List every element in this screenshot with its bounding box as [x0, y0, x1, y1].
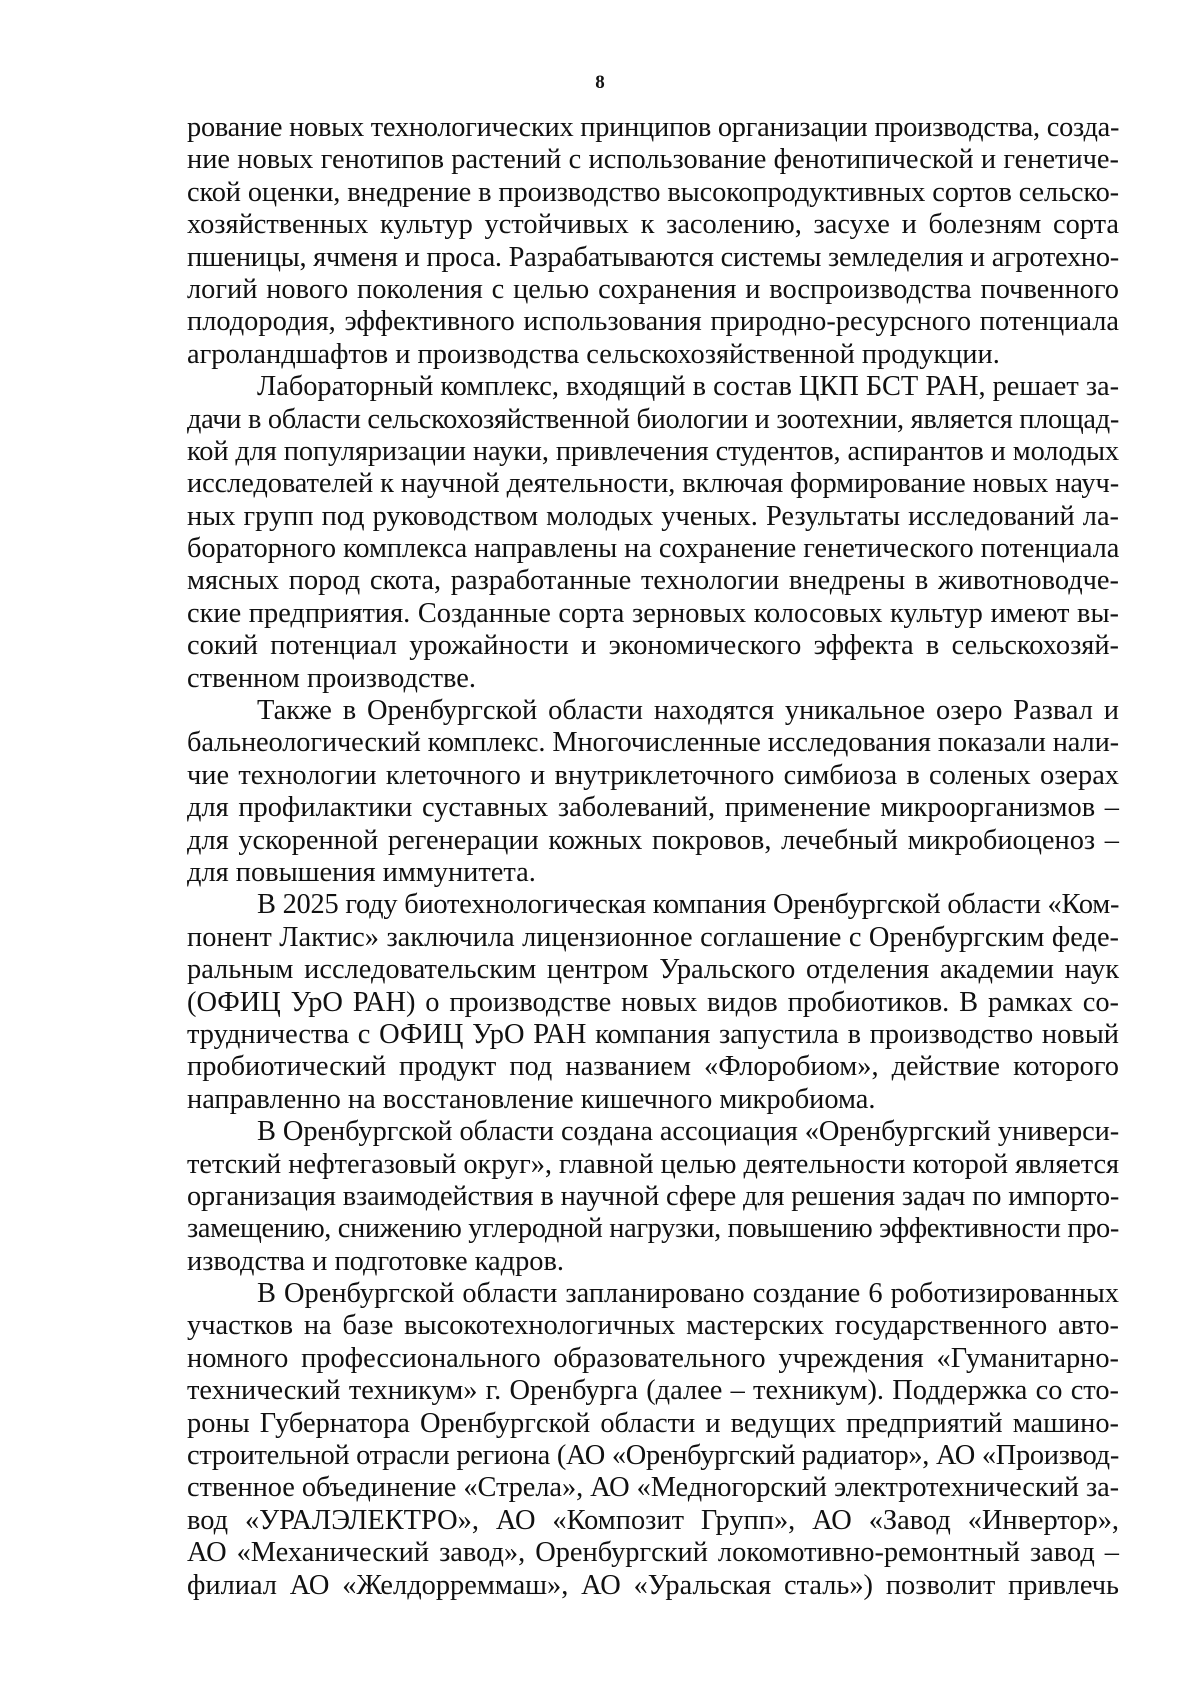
paragraph: [187, 1278, 1119, 1602]
text-line: ственное объединение «Стрела», АО «Медногорский электротехнический за-: [187, 1472, 1119, 1504]
text-line: чие технологии клеточного и внутриклеточного симбиоза в соленых озерах: [187, 759, 1119, 791]
text-line: Также в Оренбургской области находятся уникальное озеро Развал и: [257, 695, 1119, 727]
text-line: В 2025 году биотехнологическая компания Оренбургской области «Ком-: [257, 889, 1120, 921]
text-line: мясных пород скота, разработанные технологии внедрены в животноводче-: [187, 565, 1119, 597]
text-line: ские предприятия. Созданные сорта зерновых колосовых культур имеют вы-: [187, 597, 1119, 629]
text-line: для ускоренной регенерации кожных покровов, лечебный микробиоценоз –: [187, 824, 1119, 856]
text-line: ных групп под руководством молодых ученых. Результаты исследований ла-: [187, 500, 1119, 532]
text-line: для профилактики суставных заболеваний, применение микроорганизмов –: [187, 792, 1119, 824]
text-line: кой для популяризации науки, привлечения студентов, аспирантов и молодых: [187, 435, 1119, 467]
text-line: рование новых технологических принципов организации производства, созда-: [187, 112, 1120, 143]
text-line: понент Лактис» заключила лицензионное соглашение с Оренбургским феде-: [187, 921, 1119, 953]
text-line: бальнеологический комплекс. Многочисленные исследования показали нали-: [187, 727, 1119, 759]
text-line: агроландшафтов и производства сельскохозяйственной продукции.: [187, 338, 1000, 370]
text-line: дачи в области сельскохозяйственной биологии и зоотехнии, является площад-: [187, 403, 1119, 435]
paragraph: [187, 1116, 1119, 1278]
document-body: [187, 112, 1119, 1602]
text-line: трудничества с ОФИЦ УрО РАН компания запустила в производство новый: [187, 1018, 1119, 1050]
text-line: сокий потенциал урожайности и экономического эффекта в сельскохозяй-: [187, 630, 1119, 662]
paragraph: [187, 112, 1119, 371]
text-line: для повышения иммунитета.: [187, 856, 536, 888]
text-line: роны Губернатора Оренбургской области и ведущих предприятий машино-: [187, 1407, 1119, 1439]
text-line: логий нового поколения с целью сохранения и воспроизводства почвенного: [187, 273, 1119, 305]
text-line: (ОФИЦ УрО РАН) о производстве новых видов пробиотиков. В рамках со-: [187, 986, 1119, 1018]
text-line: изводства и подготовке кадров.: [187, 1245, 564, 1277]
page-number: 8: [595, 72, 605, 93]
text-line: исследователей к научной деятельности, включая формирование новых науч-: [187, 468, 1120, 500]
text-line: В Оренбургской области создана ассоциация «Оренбургский универси-: [257, 1116, 1120, 1148]
text-line: филиал АО «Желдорреммаш», АО «Уральская сталь») позволит привлечь: [187, 1569, 1119, 1601]
text-line: ственном производстве.: [187, 662, 476, 694]
text-line: направленно на восстановление кишечного микробиома.: [187, 1083, 876, 1115]
text-line: ральным исследовательским центром Уральского отделения академии наук: [187, 954, 1119, 986]
text-line: пшеницы, ячменя и проса. Разрабатываются системы земледелия и агротехно-: [187, 241, 1119, 273]
text-line: ской оценки, внедрение в производство высокопродуктивных сортов сельско-: [187, 176, 1119, 208]
text-line: номного профессионального образовательного учреждения «Гуманитарно-: [187, 1342, 1119, 1374]
text-line: участков на базе высокотехнологичных мастерских государственного авто-: [187, 1310, 1119, 1342]
text-line: вод «УРАЛЭЛЕКТРО», АО «Композит Групп», АО «Завод «Инвертор»,: [187, 1504, 1119, 1536]
text-line: замещению, снижению углеродной нагрузки, повышению эффективности про-: [187, 1213, 1120, 1245]
text-line: плодородия, эффективного использования природно-ресурсного потенциала: [187, 306, 1119, 338]
paragraph: [187, 889, 1119, 1116]
text-line: организация взаимодействия в научной сфере для решения задач по импорто-: [187, 1180, 1120, 1212]
text-line: хозяйственных культур устойчивых к засолению, засухе и болезням сорта: [187, 209, 1119, 241]
text-line: строительной отрасли региона (АО «Оренбургский радиатор», АО «Производ-: [187, 1440, 1119, 1472]
text-line: бораторного комплекса направлены на сохранение генетического потенциала: [187, 533, 1120, 565]
text-line: пробиотический продукт под названием «Флоробиом», действие которого: [187, 1051, 1119, 1083]
text-line: тетский нефтегазовый округ», главной целью деятельности которой является: [187, 1148, 1119, 1180]
paragraph: [187, 695, 1119, 889]
paragraph: [187, 371, 1119, 695]
text-line: АО «Механический завод», Оренбургский локомотивно-ремонтный завод –: [187, 1537, 1119, 1569]
text-line: ние новых генотипов растений с использование фенотипической и генетиче-: [187, 144, 1119, 176]
text-line: технический техникум» г. Оренбурга (далее – техникум). Поддержка со сто-: [187, 1375, 1119, 1407]
text-line: В Оренбургской области запланировано создание 6 роботизированных: [257, 1278, 1119, 1310]
text-line: Лабораторный комплекс, входящий в состав ЦКП БСТ РАН, решает за-: [257, 371, 1120, 403]
